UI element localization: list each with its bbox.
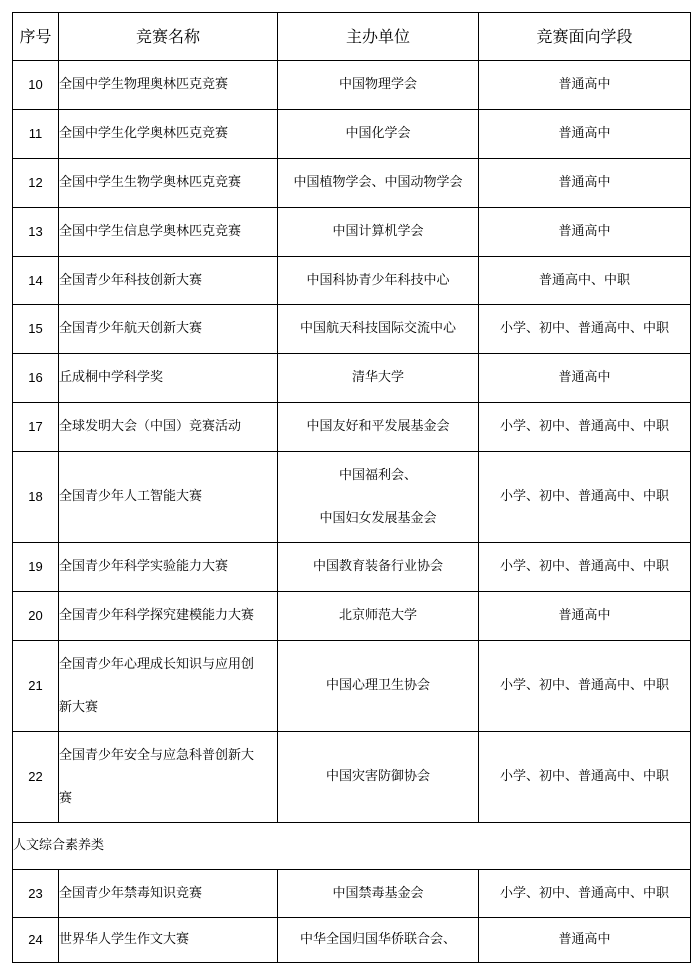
serial-no-cell: 22 xyxy=(13,732,59,823)
organizer-text: 中国航天科技国际交流中心 xyxy=(299,321,456,336)
organizer-cell xyxy=(278,305,479,354)
table-row xyxy=(13,452,691,543)
competition-name-cell xyxy=(59,159,278,208)
table-row xyxy=(13,257,691,305)
organizer-cell xyxy=(278,452,479,543)
competition-name-cell xyxy=(59,870,278,918)
competition-name-text: 全国中学生化学奥林匹克竞赛 xyxy=(59,126,229,141)
table-row xyxy=(13,305,691,354)
organizer-cell xyxy=(278,110,479,159)
organizer-text: 中国计算机学会 xyxy=(332,224,424,239)
target-stage-cell: 普通高中 xyxy=(479,159,691,208)
organizer-text: 中国化学会 xyxy=(345,126,411,141)
competition-name-cell xyxy=(59,403,278,452)
table-row xyxy=(13,208,691,257)
header-organizer: 主办单位 xyxy=(278,13,479,61)
competition-name-text: 全国中学生信息学奥林匹克竞赛 xyxy=(59,224,242,239)
target-stage-cell: 小学、初中、普通高中、中职 xyxy=(479,403,691,452)
header-target-stage: 竞赛面向学段 xyxy=(479,13,691,61)
competition-name-cell xyxy=(59,543,278,592)
competition-name-text: 全国青少年航天创新大赛 xyxy=(59,321,203,336)
target-stage-cell: 普通高中 xyxy=(479,61,691,110)
serial-no-cell: 18 xyxy=(13,452,59,543)
serial-no-cell: 16 xyxy=(13,354,59,403)
competition-name-cell xyxy=(59,208,278,257)
competition-name-text: 全国中学生物理奥林匹克竞赛 xyxy=(59,77,229,92)
table-row xyxy=(13,61,691,110)
organizer-cell xyxy=(278,159,479,208)
organizer-cell xyxy=(278,732,479,823)
serial-no-cell: 24 xyxy=(13,918,59,963)
header-competition-name: 竞赛名称 xyxy=(59,13,278,61)
serial-no-cell: 19 xyxy=(13,543,59,592)
table-row xyxy=(13,354,691,403)
target-stage-cell: 小学、初中、普通高中、中职 xyxy=(479,452,691,543)
competition-name-cell xyxy=(59,732,278,823)
serial-no-cell: 12 xyxy=(13,159,59,208)
serial-no-cell: 10 xyxy=(13,61,59,110)
table-body xyxy=(13,61,691,963)
organizer-text: 中国禁毒基金会 xyxy=(332,885,424,901)
competition-name-cell xyxy=(59,592,278,641)
competition-name-text: 全国青少年科学探究建模能力大赛 xyxy=(59,608,255,623)
target-stage-cell: 小学、初中、普通高中、中职 xyxy=(479,641,691,732)
organizer-cell xyxy=(278,592,479,641)
competition-name-cell xyxy=(59,641,278,732)
competition-name-text: 赛 xyxy=(59,790,73,806)
serial-no-cell: 13 xyxy=(13,208,59,257)
table-row xyxy=(13,543,691,592)
target-stage-cell: 小学、初中、普通高中、中职 xyxy=(479,305,691,354)
competition-name-text: 全国青少年人工智能大赛 xyxy=(59,489,203,504)
serial-no-cell: 17 xyxy=(13,403,59,452)
target-stage-cell: 普通高中 xyxy=(479,918,691,963)
target-stage-cell: 普通高中、中职 xyxy=(479,257,691,305)
header-serial-no: 序号 xyxy=(13,13,59,61)
table-row xyxy=(13,592,691,641)
organizer-text: 中国福利会、 xyxy=(338,467,417,483)
competition-name-text: 全国青少年科学实验能力大赛 xyxy=(59,559,229,574)
competition-table xyxy=(12,12,691,963)
organizer-text: 中国植物学会、中国动物学会 xyxy=(293,175,463,190)
organizer-text: 中国友好和平发展基金会 xyxy=(306,419,450,434)
organizer-text: 中华全国归国华侨联合会、 xyxy=(299,932,456,947)
serial-no-cell: 11 xyxy=(13,110,59,159)
organizer-text: 中国物理学会 xyxy=(338,77,417,92)
serial-no-cell: 20 xyxy=(13,592,59,641)
organizer-text: 清华大学 xyxy=(351,370,404,385)
table-row xyxy=(13,870,691,918)
organizer-text: 中国灾害防御协会 xyxy=(325,769,430,784)
category-label: 人文综合素养类 xyxy=(13,823,691,870)
target-stage-cell: 普通高中 xyxy=(479,354,691,403)
target-stage-cell: 小学、初中、普通高中、中职 xyxy=(479,732,691,823)
competition-name-text: 全国青少年科技创新大赛 xyxy=(59,272,203,288)
table-row xyxy=(13,732,691,823)
organizer-cell xyxy=(278,257,479,305)
organizer-cell xyxy=(278,641,479,732)
organizer-text: 中国科协青少年科技中心 xyxy=(306,272,450,288)
organizer-cell xyxy=(278,403,479,452)
target-stage-cell: 普通高中 xyxy=(479,110,691,159)
competition-name-cell xyxy=(59,257,278,305)
competition-name-text: 全国青少年心理成长知识与应用创 xyxy=(59,656,255,672)
table-row xyxy=(13,641,691,732)
competition-name-cell xyxy=(59,452,278,543)
target-stage-cell: 小学、初中、普通高中、中职 xyxy=(479,543,691,592)
competition-name-cell xyxy=(59,918,278,963)
competition-name-text: 全球发明大会（中国）竞赛活动 xyxy=(59,419,242,434)
organizer-cell xyxy=(278,870,479,918)
competition-name-text: 全国中学生生物学奥林匹克竞赛 xyxy=(59,175,242,190)
competition-name-cell xyxy=(59,305,278,354)
organizer-cell xyxy=(278,354,479,403)
competition-name-text: 世界华人学生作文大赛 xyxy=(59,932,190,947)
serial-no-cell: 23 xyxy=(13,870,59,918)
organizer-cell xyxy=(278,918,479,963)
target-stage-cell: 小学、初中、普通高中、中职 xyxy=(479,870,691,918)
organizer-text: 中国心理卫生协会 xyxy=(325,678,430,693)
serial-no-cell: 14 xyxy=(13,257,59,305)
serial-no-cell: 21 xyxy=(13,641,59,732)
target-stage-cell: 普通高中 xyxy=(479,592,691,641)
organizer-text: 中国教育装备行业协会 xyxy=(312,559,443,574)
competition-name-cell xyxy=(59,110,278,159)
table-row xyxy=(13,110,691,159)
organizer-text: 北京师范大学 xyxy=(338,608,417,623)
target-stage-cell: 普通高中 xyxy=(479,208,691,257)
competition-name-cell xyxy=(59,354,278,403)
competition-name-text: 全国青少年安全与应急科普创新大 xyxy=(59,747,255,763)
table-row xyxy=(13,403,691,452)
table-header-row xyxy=(13,13,691,61)
competition-name-text: 新大赛 xyxy=(59,699,99,715)
organizer-cell xyxy=(278,543,479,592)
table-row xyxy=(13,159,691,208)
competition-name-text: 丘成桐中学科学奖 xyxy=(59,370,164,385)
organizer-text: 中国妇女发展基金会 xyxy=(319,510,437,526)
competition-name-cell xyxy=(59,61,278,110)
category-row xyxy=(13,823,691,870)
table-row xyxy=(13,918,691,963)
competition-name-text: 全国青少年禁毒知识竞赛 xyxy=(59,885,203,901)
organizer-cell xyxy=(278,61,479,110)
serial-no-cell: 15 xyxy=(13,305,59,354)
organizer-cell xyxy=(278,208,479,257)
